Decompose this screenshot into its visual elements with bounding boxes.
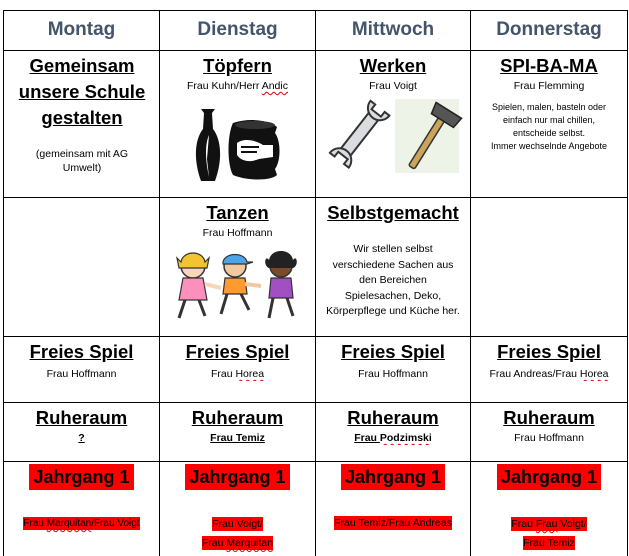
activity-title: Ruheraum: [191, 407, 284, 428]
teacher-name: Frau Temiz/Frau Andreas: [334, 517, 452, 529]
header-tuesday: Dienstag: [197, 19, 278, 40]
table-border: [3, 402, 627, 403]
teacher-name: Marquitan: [226, 537, 274, 549]
activity-title: Jahrgang 1: [29, 464, 133, 490]
activity-description: Spielen, malen, basteln oder einfach nur mal chillen, entscheide selbst.: [491, 102, 607, 138]
activity-title: Ruheraum: [347, 407, 439, 428]
activity-title: Werken: [359, 55, 427, 76]
cell-thu-year-1: [471, 464, 627, 552]
teacher-name: Podzimski: [379, 432, 432, 444]
activity-teacher: Frau Hoffmann: [46, 368, 117, 380]
tools-icon: [323, 97, 463, 175]
table-border: [3, 336, 627, 337]
cell-thu-free-play: [471, 339, 627, 381]
activity-teacher: [316, 514, 470, 532]
cell-mon-free-play: [4, 339, 159, 381]
activity-teacher: ?: [78, 432, 85, 444]
activity-title: Jahrgang 1: [185, 464, 289, 490]
activity-title: Freies Spiel: [185, 341, 290, 362]
activity-title: Freies Spiel: [497, 341, 601, 362]
teacher-name: Frau: [23, 518, 47, 529]
activity-title: Selbstgemacht: [327, 202, 459, 223]
activity-title: Jahrgang 1: [341, 464, 445, 490]
activity-title: Jahrgang 1: [497, 464, 601, 490]
cell-thu-activity: [471, 53, 627, 153]
teacher-name: [23, 517, 139, 530]
teacher-name: Frau Voigt/: [212, 518, 263, 530]
activity-teacher: Frau Hoffmann: [514, 432, 584, 444]
cell-mon-quiet-room: [4, 405, 159, 445]
cell-tue-quiet-room: [160, 405, 315, 445]
cell-mon-year-1: [4, 464, 159, 533]
teacher-name: Frau: [535, 518, 558, 530]
teacher-name: Voigt/: [557, 518, 587, 530]
activity-description: Immer wechselnde Angebote: [490, 141, 608, 151]
header-thursday: Donnerstag: [496, 19, 602, 40]
activity-title: Ruheraum: [503, 407, 595, 428]
header-wednesday: Mittwoch: [351, 19, 435, 40]
teacher-name: Marquitan: [46, 518, 92, 529]
activity-teacher: [160, 367, 315, 381]
teacher-name: [202, 536, 273, 550]
activity-teacher: Frau Flemming: [513, 80, 585, 92]
cell-wed-quiet-room: [316, 405, 470, 445]
cell-wed-activity: [316, 53, 470, 180]
cell-wed-free-play: [316, 339, 470, 381]
cell-tue-activity-2: [160, 200, 315, 329]
teacher-name: Frau Temiz: [523, 537, 575, 549]
table-border: [3, 461, 627, 462]
header-monday: Montag: [47, 19, 116, 40]
activity-teacher: [471, 367, 627, 381]
activity-title: Gemeinsam unsere Schule gestalten: [18, 55, 146, 128]
teacher-name: Frau: [511, 518, 536, 530]
teacher-name: Frau: [210, 368, 236, 380]
teacher-name: Horea: [579, 368, 609, 380]
teacher-name: Frau: [201, 537, 227, 549]
activity-title: Tanzen: [206, 202, 269, 223]
teacher-name: Horea: [235, 368, 265, 380]
pottery-icon: [193, 99, 283, 183]
dancing-children-icon: [165, 244, 311, 324]
activity-teacher: [471, 514, 627, 552]
activity-teacher: [316, 431, 470, 445]
teacher-name: /Frau Voigt: [91, 518, 140, 529]
activity-teacher: [4, 514, 159, 533]
teacher-name: [511, 517, 586, 531]
cell-wed-year-1: [316, 464, 470, 532]
teacher-name: Frau Kuhn/Herr Andic: [187, 80, 288, 92]
table-border: [3, 197, 627, 198]
activity-teacher: [160, 79, 315, 93]
cell-tue-year-1: [160, 464, 315, 552]
table-border: [3, 50, 627, 51]
teacher-name: Frau: [354, 432, 380, 444]
activity-teacher: Frau Hoffmann: [358, 368, 428, 380]
teacher-name: Frau Andreas/Frau: [489, 368, 580, 380]
activity-teacher: [160, 514, 315, 552]
cell-thu-quiet-room: [471, 405, 627, 445]
activity-description: Wir stellen selbst verschiedene Sachen aus den Bereichen Spielesachen, Deko, Körperpflege und Küche her.: [326, 243, 460, 317]
cell-tue-activity: [160, 53, 315, 188]
activity-teacher: Frau Temiz: [210, 432, 265, 444]
table-border: [627, 10, 628, 556]
cell-tue-free-play: [160, 339, 315, 381]
cell-mon-activity: [8, 53, 156, 175]
activity-title: SPI-BA-MA: [500, 55, 598, 76]
activity-note: (gemeinsam mit AG Umwelt): [35, 148, 129, 174]
activity-teacher: Frau Voigt: [369, 80, 417, 92]
activity-title: Freies Spiel: [341, 341, 445, 362]
cell-wed-activity-2: [316, 200, 470, 320]
activity-title: Ruheraum: [35, 407, 128, 428]
activity-title: Töpfern: [203, 55, 272, 76]
teacher-name: Andic: [261, 80, 288, 92]
activity-title: Freies Spiel: [29, 341, 134, 362]
activity-teacher: Frau Hoffmann: [202, 227, 273, 239]
